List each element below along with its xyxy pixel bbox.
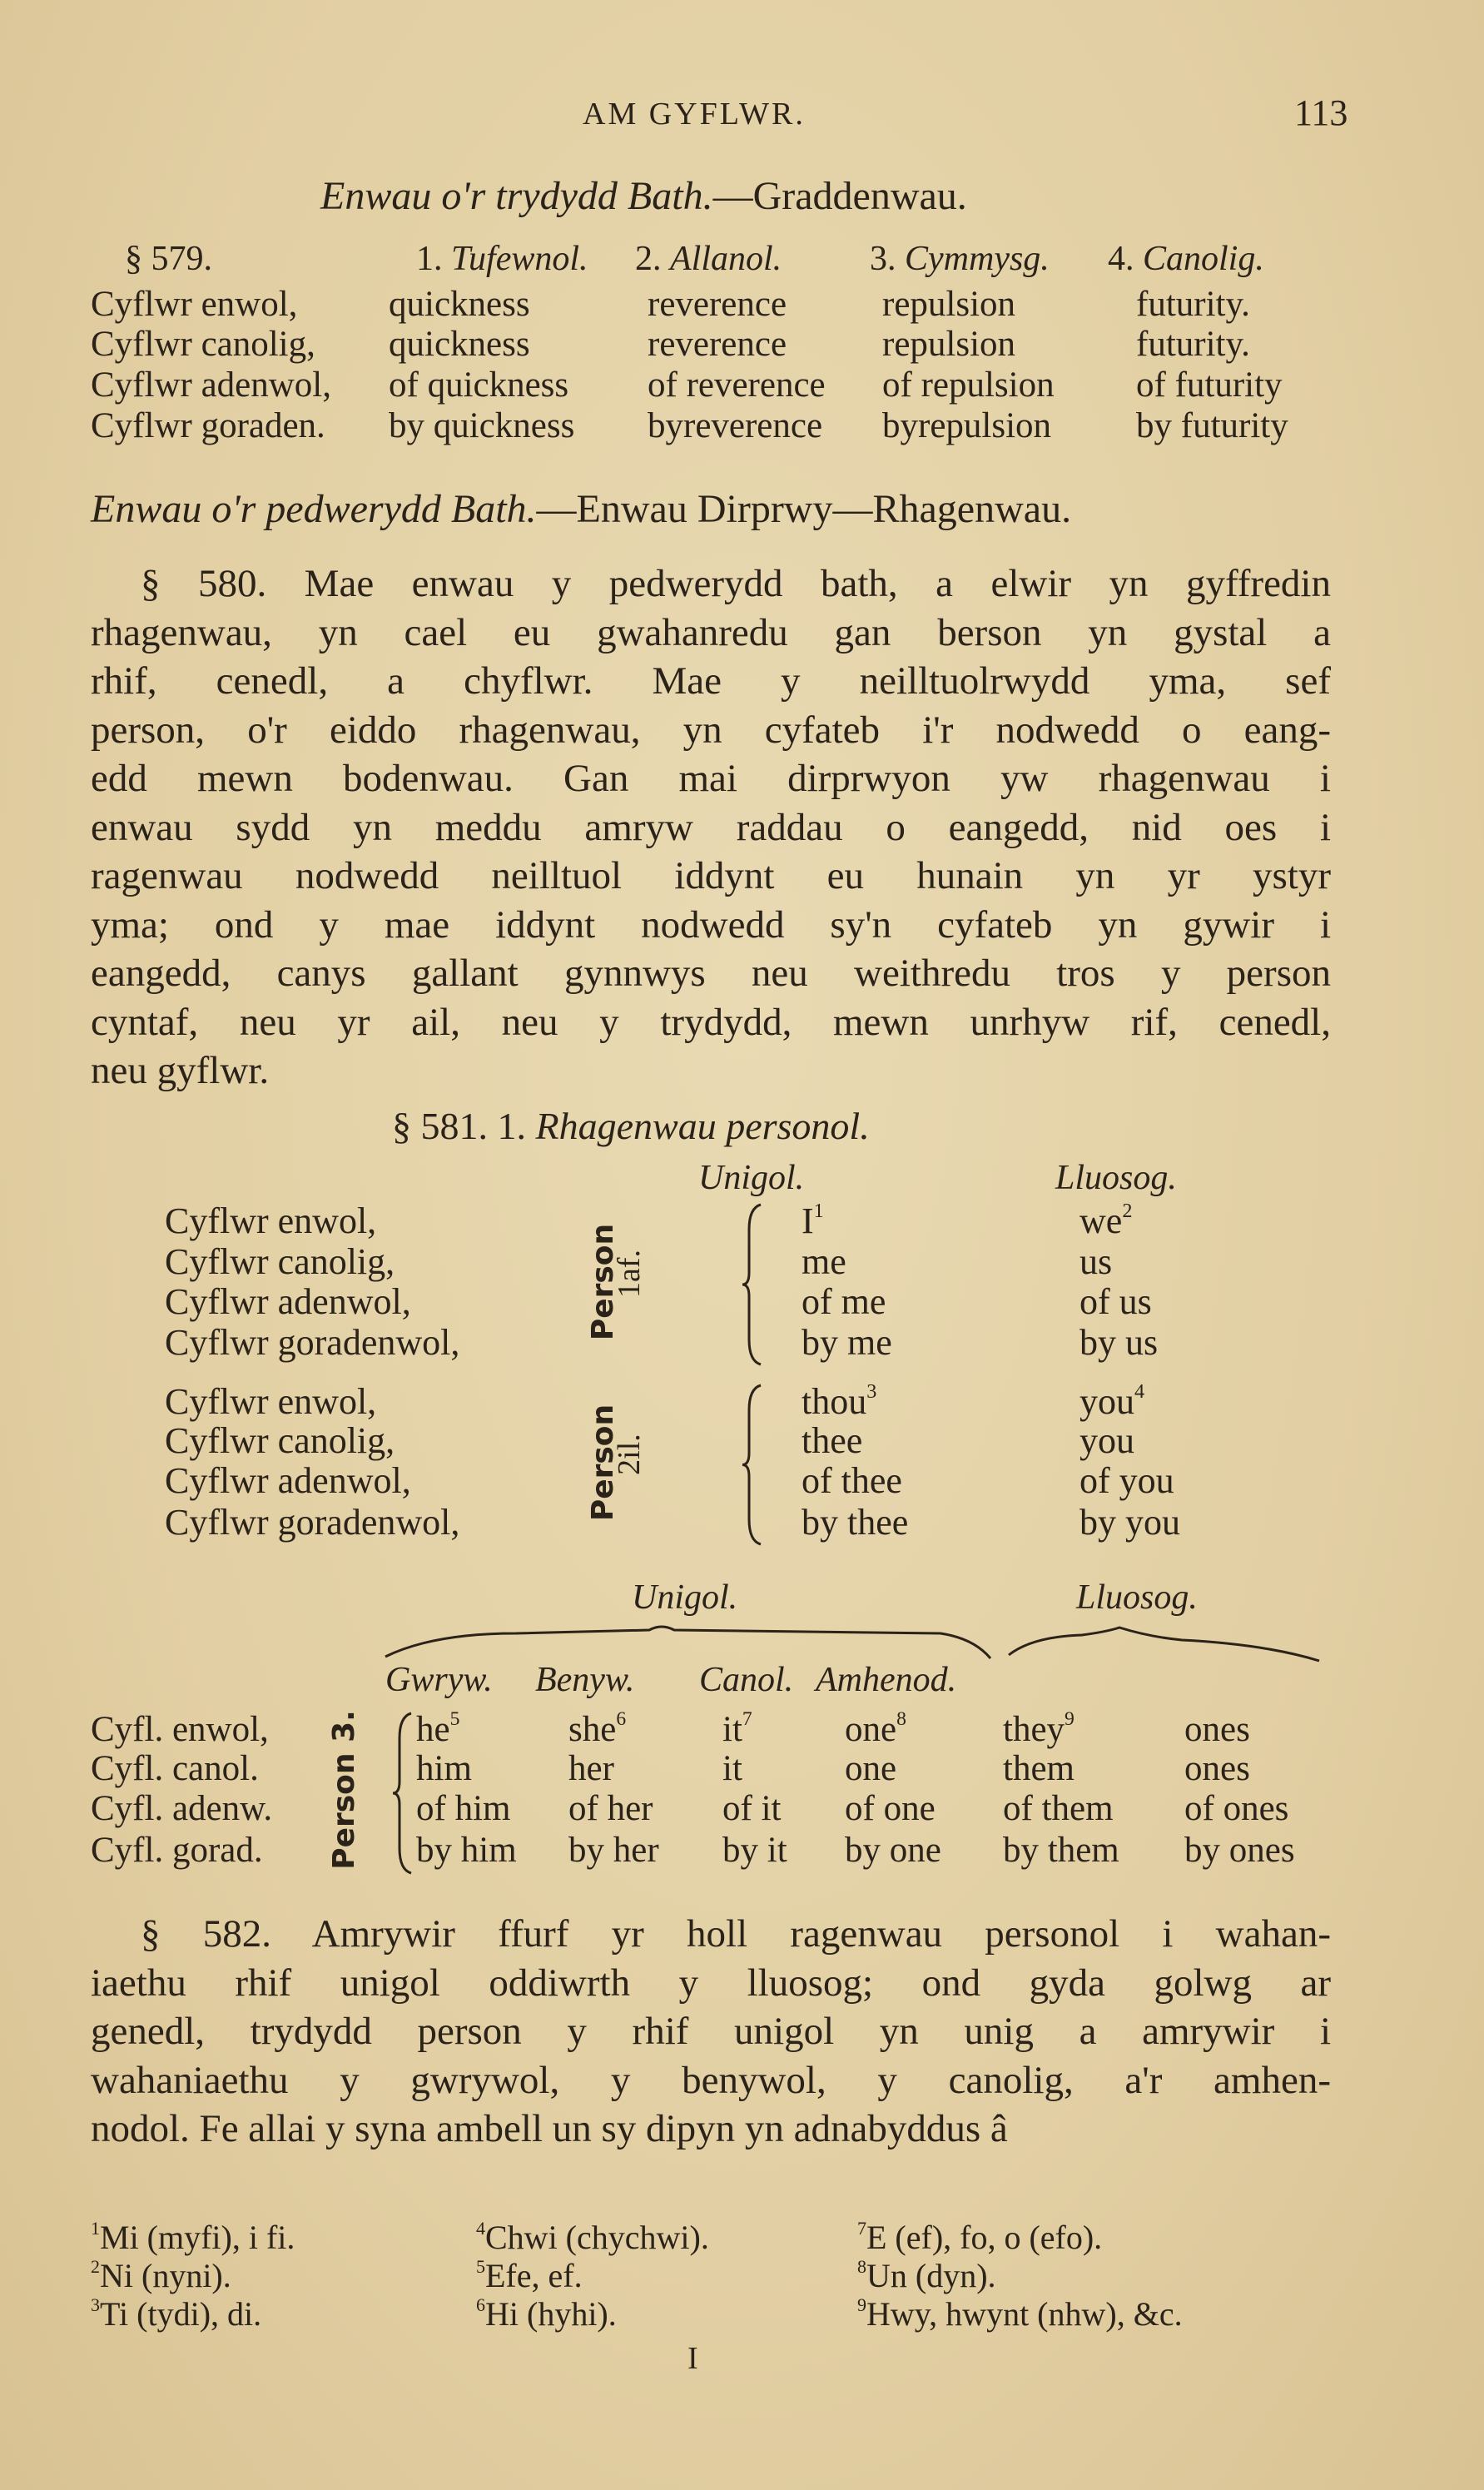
table-cell-text: of reverence	[648, 365, 826, 405]
table-cell-text: she	[568, 1710, 617, 1749]
footnote-ref: 6	[616, 1708, 627, 1730]
row-label-text: Cyfl. gorad.	[91, 1831, 263, 1870]
footnote-ref: 5	[449, 1708, 460, 1730]
footnote	[476, 2218, 709, 2256]
row-label-text: Cyflwr goradenwol,	[165, 1502, 460, 1543]
singular-form-text: thou	[802, 1381, 867, 1422]
plural-form-text: you	[1079, 1420, 1134, 1461]
paragraph-line: iaethu rhif unigol oddiwrth y lluosog; ond gyda golwg ar	[91, 1961, 1331, 2005]
footnote-ref: 2	[1122, 1200, 1133, 1222]
paragraph-582	[91, 1910, 1331, 2154]
col-singular-3: Unigol.	[632, 1578, 738, 1617]
heading-italic: Enwau o'r pedwerydd Bath.	[91, 487, 537, 531]
footnote-text: E (ef), fo, o (efo).	[866, 2219, 1103, 2256]
row-label-text: Cyflwr adenwol,	[165, 1460, 411, 1501]
row-label-text: Cyflwr goraden.	[91, 406, 325, 445]
table-cell-text: one	[845, 1749, 897, 1788]
table-cell-text: futurity.	[1136, 325, 1250, 364]
row-label-text: Cyflwr adenwol,	[165, 1281, 411, 1322]
table-cell-text: one	[845, 1710, 897, 1749]
table-cell-text: byreverence	[648, 406, 823, 445]
paragraph-line: rhif, cenedl, a chyflwr. Mae y neilltuolrwydd yma, sef	[91, 659, 1331, 703]
footnote-mark: 2	[91, 2256, 100, 2277]
paragraph-line: ragenwau nodwedd neilltuol iddynt eu hunain yn yr ystyr	[91, 854, 1331, 897]
column-header-italic: Allanol.	[670, 240, 782, 278]
footnote	[91, 2218, 295, 2256]
footnote	[91, 2256, 231, 2294]
table-cell-text: of her	[568, 1789, 653, 1828]
row-label-text: Cyflwr enwol,	[165, 1200, 377, 1241]
singular-form-text: I	[802, 1200, 814, 1241]
running-title: AM GYFLWR.	[583, 97, 806, 132]
paragraph-line: cyntaf, neu yr ail, neu y trydydd, mewn unrhyw rif, cenedl,	[91, 1000, 1331, 1044]
table-cell-text: by her	[568, 1831, 659, 1870]
paragraph-line: edd mewn bodenwau. Gan mai dirprwyon yw rhagenwau i	[91, 757, 1331, 800]
table-cell-text: by ones	[1184, 1831, 1295, 1870]
footnote-mark: 7	[857, 2218, 866, 2239]
footnote-mark: 6	[476, 2294, 485, 2315]
row-label-text: Cyflwr canolig,	[91, 325, 315, 364]
table-cell-text: quickness	[389, 285, 530, 324]
signature-mark: I	[687, 2341, 698, 2376]
table-cell-text: them	[1003, 1749, 1075, 1788]
paragraph-line: § 580. Mae enwau y pedwerydd bath, a elwir yn gyffredin	[141, 562, 1331, 605]
table-cell-text: ones	[1184, 1749, 1250, 1788]
plural-form-text: of you	[1079, 1460, 1174, 1501]
table-cell-text: reverence	[648, 325, 787, 364]
paragraph-line: § 582. Amrywir ffurf yr holl ragenwau personol i wahan-	[141, 1912, 1331, 1956]
table-cell-text: him	[416, 1749, 472, 1788]
paragraph-line: genedl, trydydd person y rhif unigol yn unig a amrywir i	[91, 2010, 1331, 2053]
footnote-text: Hwy, hwynt (nhw), &c.	[866, 2295, 1183, 2333]
table-cell-text: of ones	[1184, 1789, 1289, 1828]
title-roman: —Graddenwau.	[712, 174, 967, 218]
table-cell-text: reverence	[648, 285, 787, 324]
table-cell-text: he	[416, 1710, 450, 1749]
heading-roman: —Enwau Dirprwy—Rhagenwau.	[536, 487, 1072, 531]
table-cell-text: by quickness	[389, 406, 575, 445]
row-label-text: Cyflwr canolig,	[165, 1241, 395, 1282]
row-label-text: Cyflwr canolig,	[165, 1420, 395, 1461]
table-cell-text: it	[722, 1710, 742, 1749]
person-label: Person 3.	[326, 1710, 361, 1870]
footnote	[476, 2256, 583, 2294]
footnote	[857, 2218, 1103, 2256]
footnote	[476, 2294, 617, 2333]
table-cell-text: of repulsion	[882, 365, 1055, 405]
paragraph-line: neu gyflwr.	[91, 1049, 270, 1092]
footnote-ref: 9	[1065, 1708, 1075, 1730]
table-cell-text: by him	[416, 1831, 517, 1870]
section-title: Rhagenwau personol.	[535, 1105, 870, 1147]
column-header-text: 3.	[870, 240, 905, 278]
footnote-text: Efe, ef.	[485, 2257, 583, 2294]
footnote	[91, 2294, 262, 2333]
col-plural: Lluosog.	[1055, 1159, 1177, 1197]
gender-header-text: Amhenod.	[816, 1661, 957, 1699]
paragraph-line: wahaniaethu y gwrywol, y benywol, y canolig, a'r amhen-	[91, 2058, 1331, 2102]
footnote-text: Mi (myfi), i fi.	[100, 2219, 295, 2256]
person-ordinal: 2il.	[611, 1433, 647, 1475]
table-cell-text: of him	[416, 1789, 511, 1828]
plural-form-text: we	[1079, 1200, 1123, 1241]
footnote-text: Chwi (chychwi).	[485, 2219, 709, 2256]
footnote-mark: 4	[476, 2218, 485, 2239]
footnote-ref: 4	[1134, 1380, 1145, 1403]
title-italic: Enwau o'r trydydd Bath.	[320, 174, 713, 218]
footnote-mark: 3	[91, 2294, 100, 2315]
footnote-text: Ni (nyni).	[100, 2257, 231, 2294]
singular-form-text: by thee	[802, 1502, 909, 1543]
row-label-text: Cyflwr goradenwol,	[165, 1322, 460, 1363]
footnote-ref: 8	[896, 1708, 906, 1730]
table-cell-text: by one	[845, 1831, 941, 1870]
page-number: 113	[1294, 92, 1348, 133]
paragraph-line: enwau sydd yn meddu amryw raddau o eangedd, nid oes i	[91, 805, 1331, 849]
table-cell-text: of them	[1003, 1789, 1114, 1828]
footnote-ref: 7	[742, 1708, 752, 1730]
table-cell-text: of futurity	[1136, 365, 1283, 405]
table-cell-text: byrepulsion	[882, 406, 1052, 445]
paragraph-line: yma; ond y mae iddynt nodwedd sy'n cyfateb yn gywir i	[91, 902, 1331, 947]
col-singular: Unigol.	[698, 1159, 805, 1197]
table-cell-text: of quickness	[389, 365, 569, 405]
table-cell-text: her	[568, 1749, 614, 1788]
section-number: § 581. 1.	[392, 1105, 526, 1147]
table-cell-text: of one	[845, 1789, 936, 1828]
footnote-text: Un (dyn).	[866, 2257, 996, 2294]
footnote-ref: 1	[813, 1200, 824, 1222]
plural-form-text: by you	[1079, 1502, 1180, 1543]
table-cell-text: repulsion	[882, 285, 1016, 324]
person-ordinal: 1af.	[612, 1249, 648, 1299]
column-header-text: 2.	[635, 240, 670, 278]
plural-form-text: of us	[1079, 1281, 1152, 1322]
column-header-text: 4.	[1108, 240, 1143, 278]
paragraph-line: nodol. Fe allai y syna ambell un sy dipyn yn adnabyddus â	[91, 2107, 1008, 2150]
paragraph-line: rhagenwau, yn cael eu gwahanredu gan berson yn gystal a	[91, 610, 1331, 654]
table-cell-text: by futurity	[1136, 406, 1288, 445]
row-label-text: Cyflwr enwol,	[91, 285, 298, 324]
row-label-text: Cyfl. enwol,	[91, 1710, 269, 1749]
row-label-text: Cyflwr enwol,	[165, 1381, 377, 1422]
person-label: Person	[586, 1223, 621, 1341]
table-cell-text: by them	[1003, 1831, 1119, 1870]
plural-form-text: us	[1079, 1241, 1113, 1282]
table-cell-text: quickness	[389, 325, 530, 364]
table-cell-text: ones	[1184, 1710, 1250, 1749]
table-cell-text: futurity.	[1136, 285, 1250, 324]
footnote-text: Ti (tydi), di.	[100, 2295, 262, 2333]
column-header-text: 1.	[416, 240, 451, 278]
table-cell-text: they	[1003, 1710, 1065, 1749]
column-header-italic: Tufewnol.	[451, 240, 588, 278]
singular-form-text: of me	[802, 1281, 886, 1322]
gender-header-text: Benyw.	[535, 1661, 635, 1699]
row-label-text: Cyflwr adenwol,	[91, 365, 331, 405]
paragraph-line: person, o'r eiddo rhagenwau, yn cyfateb i'r nodwedd o eang-	[91, 708, 1331, 752]
footnote-mark: 8	[857, 2256, 866, 2277]
table-cell-text: by it	[722, 1831, 787, 1870]
table-cell-text: repulsion	[882, 325, 1016, 364]
footnote	[857, 2294, 1183, 2333]
col-plural-3: Lluosog.	[1076, 1578, 1198, 1617]
column-header-italic: Cymmysg.	[905, 240, 1050, 278]
row-label-text: Cyfl. adenw.	[91, 1789, 273, 1828]
singular-form-text: me	[802, 1241, 846, 1282]
paragraph-line: eangedd, canys gallant gynnwys neu weithredu tros y person	[91, 952, 1331, 995]
footnote	[857, 2256, 996, 2294]
gender-header-text: Canol.	[699, 1661, 794, 1699]
person-label: Person	[586, 1404, 621, 1521]
table-cell-text: it	[722, 1749, 742, 1788]
table-cell-text: of it	[722, 1789, 782, 1828]
plural-form-text: by us	[1079, 1322, 1159, 1363]
singular-form-text: by me	[802, 1322, 892, 1363]
gender-header-text: Gwryw.	[385, 1661, 493, 1699]
footnote-mark: 5	[476, 2256, 485, 2277]
footnote-ref: 3	[866, 1380, 877, 1403]
singular-form-text: thee	[802, 1420, 863, 1461]
column-header-italic: Canolig.	[1143, 240, 1264, 278]
footnote-mark: 1	[91, 2218, 100, 2239]
footnote-text: Hi (hyhi).	[485, 2295, 617, 2333]
row-label-text: Cyfl. canol.	[91, 1749, 259, 1788]
plural-form-text: you	[1079, 1381, 1134, 1422]
section-number-text: § 579.	[125, 240, 212, 278]
footnote-mark: 9	[857, 2294, 866, 2315]
singular-form-text: of thee	[802, 1460, 902, 1501]
